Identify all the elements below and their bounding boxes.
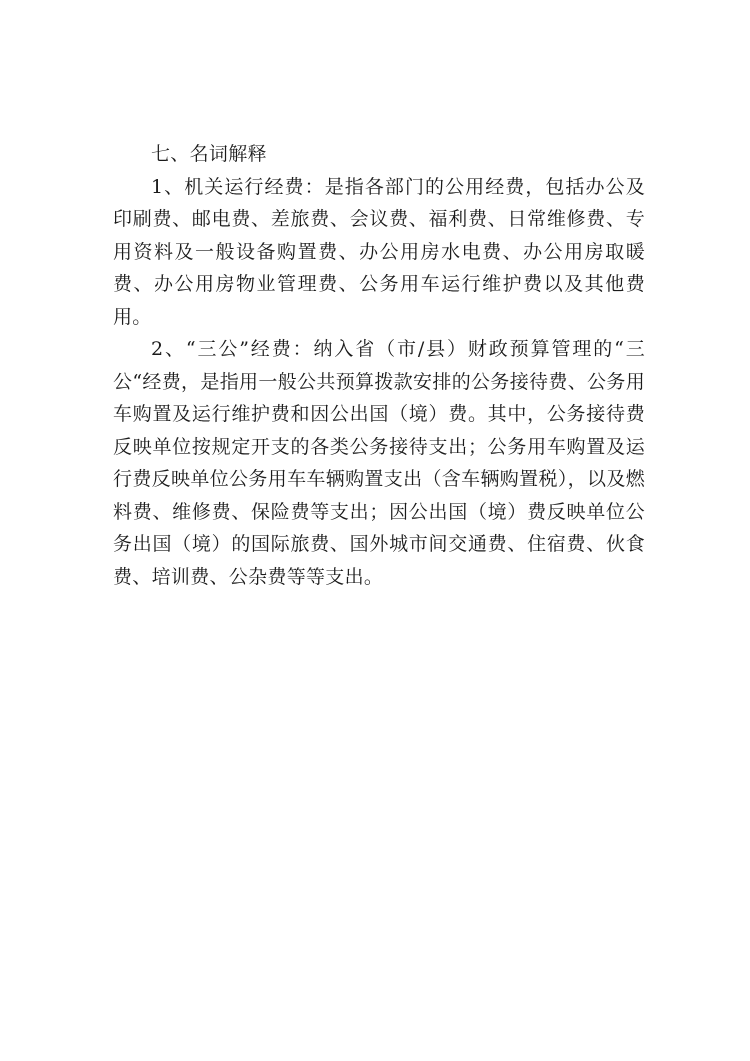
paragraph-three-public-expenses: 2、“三公”经费：纳入省（市/县）财政预算管理的“三公“经费，是指用一般公共预算拨款安排的公务接待费、公务用车购置及运行维护费和因公出国（境）费。其中，公务接待费反映单位按规定开支的各类公务接待支出；公务用车购置及运行费反映单位公务用车车辆购置支出（含车辆购置税），以及燃料费、维修费、保险费等支出；因公出国（境）费反映单位公务出国（境）的国际旅费、国外城市间交通费、住宿费、伙食费、培训费、公杂费等等支出。 bbox=[113, 338, 645, 588]
section-heading: 七、名词解释 bbox=[151, 143, 267, 165]
paragraph-admin-operating-expenses: 1、机关运行经费：是指各部门的公用经费，包括办公及印刷费、邮电费、差旅费、会议费、福利费、日常维修费、专用资料及一般设备购置费、办公用房水电费、办公用房取暖费、办公用房物业管理费、公务用车运行维护费以及其他费用。 bbox=[113, 175, 645, 328]
document-body bbox=[113, 138, 645, 593]
